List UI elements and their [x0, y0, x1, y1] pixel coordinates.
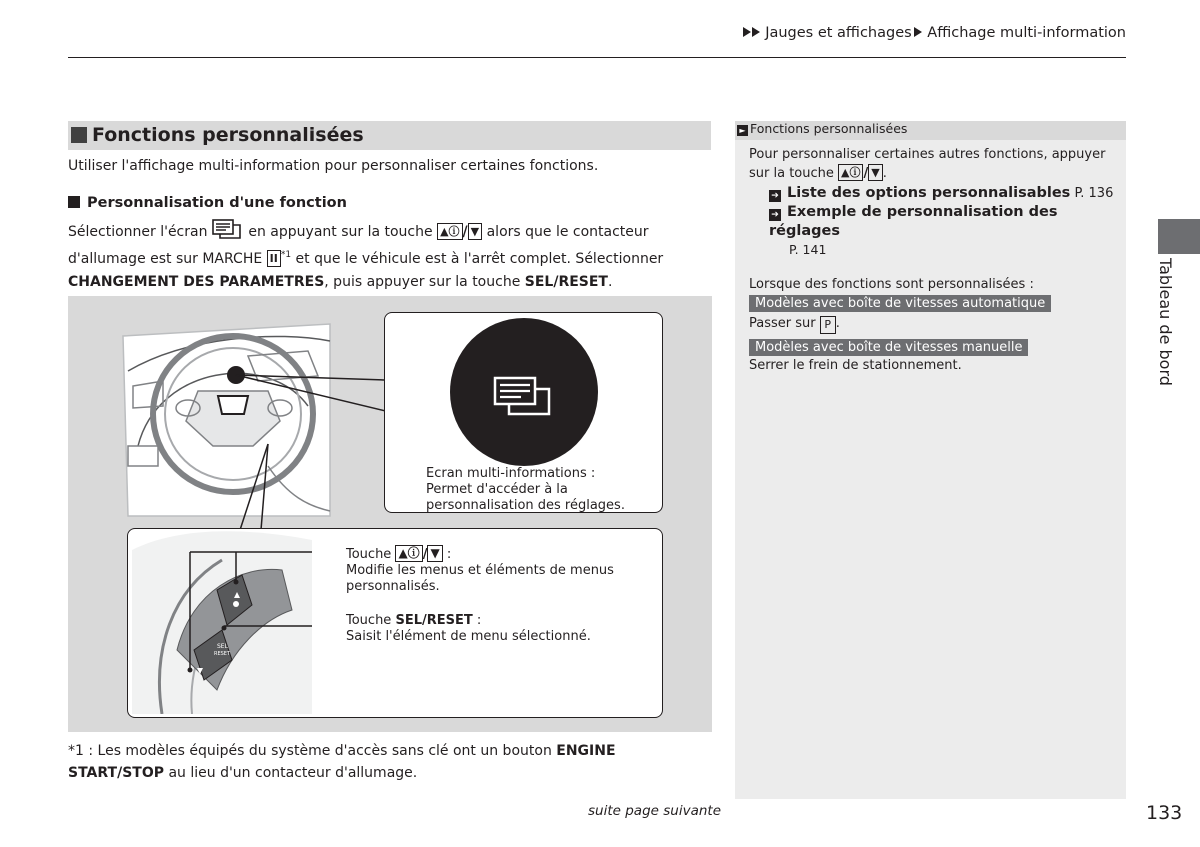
bold-term: SEL/RESET: [395, 613, 473, 628]
breadcrumb-item[interactable]: Affichage multi-information: [927, 25, 1126, 41]
bold-term: SEL/RESET: [524, 274, 608, 290]
caption-line: personnalisation des réglages.: [426, 498, 625, 513]
down-key: ▼: [427, 545, 442, 562]
caption-text: :: [446, 547, 452, 562]
note-icon: ►: [737, 125, 748, 136]
cross-ref[interactable]: [769, 203, 1119, 241]
model-badge: Modèles avec boîte de vitesses automatique: [749, 295, 1051, 312]
slash: /: [422, 547, 428, 562]
caption-text: Touche: [346, 613, 392, 628]
body-text: , puis appuyer sur la touche: [324, 274, 521, 290]
cross-ref-title[interactable]: Liste des options personnalisables: [787, 185, 1071, 201]
callout-buttons: [127, 528, 663, 718]
side-notes-header: [735, 121, 1126, 140]
arrow-icon: [752, 27, 760, 37]
caption-line: Saisit l'élément de menu sélectionné.: [346, 629, 591, 644]
section-title: Fonctions personnalisées: [92, 124, 364, 146]
ignition-key: II: [267, 250, 281, 267]
caption-text: Touche: [346, 547, 392, 562]
settings-screen-icon: [212, 219, 244, 239]
touche-selreset-line: [346, 613, 646, 629]
model-badge: Modèles avec boîte de vitesses manuelle: [749, 339, 1028, 356]
cross-ref-title[interactable]: Exemple de personnalisation des réglages: [769, 204, 1058, 239]
continue-note: suite page suivante: [588, 803, 721, 819]
side-text: Pour personnaliser certaines autres fonctions, appuyer sur la touche: [749, 147, 1106, 181]
cross-ref-page[interactable]: P. 141: [789, 242, 827, 257]
side-text: Passer sur: [749, 316, 816, 331]
chapter-tab: [1158, 219, 1200, 254]
subheading-text: Personnalisation d'une fonction: [87, 195, 347, 211]
footnote-text: *1 : Les modèles équipés du système d'accès sans clé ont un bouton: [68, 743, 552, 759]
touche-updown-line: [346, 545, 646, 563]
side-para: [749, 146, 1119, 183]
caption-line: Ecran multi-informations :: [426, 466, 596, 481]
down-key: ▼: [868, 164, 882, 181]
breadcrumb-item[interactable]: Jauges et affichages: [765, 25, 912, 41]
header-rule: [68, 57, 1126, 58]
instructions: [68, 219, 713, 294]
page-number: 133: [1146, 802, 1183, 824]
intro-text: Utiliser l'affichage multi-information pour personnaliser certaines fonctions.: [68, 158, 599, 174]
side-notes-body: [749, 146, 1119, 375]
side-text: Lorsque des fonctions sont personnalisées :: [749, 277, 1034, 292]
up-info-key: ▲ⓘ: [838, 164, 863, 181]
cross-ref[interactable]: [769, 184, 1119, 203]
cross-ref-page[interactable]: P. 136: [1074, 186, 1114, 201]
callout-display: [384, 312, 663, 513]
up-info-key: ▲ⓘ: [395, 545, 422, 562]
down-key: ▼: [468, 223, 482, 240]
reference-arrow-icon: ➔: [769, 190, 781, 202]
steering-buttons-illustration: [132, 530, 312, 714]
bold-term: ENGINE START/STOP: [68, 743, 616, 781]
side-text: .: [835, 316, 840, 331]
square-icon: [71, 127, 87, 143]
square-icon: [68, 196, 80, 208]
illustration-panel: [68, 296, 712, 732]
chapter-tab-label: Tableau de bord: [1156, 258, 1175, 386]
side-para: [749, 315, 1119, 334]
subheading: [68, 195, 347, 211]
side-text: .: [882, 166, 887, 181]
arrow-icon: [914, 27, 922, 37]
body-text: alors que le contacteur d'allumage est sur MARCHE: [68, 224, 649, 267]
caption-line: Permet d'accéder à la: [426, 482, 568, 497]
side-text: Serrer le frein de stationnement.: [749, 358, 962, 373]
body-text: et que le véhicule est à l'arrêt complet. Sélectionner: [295, 251, 664, 267]
body-text: Sélectionner l'écran: [68, 224, 208, 240]
model-label: [749, 295, 1119, 313]
up-info-key: ▲ⓘ: [437, 223, 462, 240]
body-text: .: [608, 274, 613, 290]
slash: /: [863, 166, 869, 181]
callout-display-text: [426, 466, 625, 514]
caption-line: Modifie les menus et éléments de menus: [346, 563, 614, 578]
footnote-text: au lieu d'un contacteur d'allumage.: [168, 765, 418, 781]
body-text: en appuyant sur la touche: [248, 224, 433, 240]
callout-buttons-text: [346, 545, 646, 645]
footnote-marker: *1: [280, 250, 292, 260]
breadcrumb: [743, 25, 1126, 41]
multi-info-display-icon: [449, 317, 599, 467]
reset-label: RESET: [214, 651, 231, 657]
footnote: [68, 740, 713, 784]
caption-line: personnalisés.: [346, 579, 440, 594]
park-key: P: [820, 316, 836, 334]
model-label: [749, 339, 1119, 357]
arrow-icon: [743, 27, 751, 37]
sel-label: SEL: [217, 643, 228, 650]
section-heading: [68, 121, 711, 150]
reference-arrow-icon: ➔: [769, 209, 781, 221]
caption-text: :: [476, 613, 482, 628]
slash: /: [462, 224, 468, 240]
bold-term: CHANGEMENT DES PARAMETRES: [68, 274, 325, 290]
side-notes-title: Fonctions personnalisées: [750, 121, 908, 136]
